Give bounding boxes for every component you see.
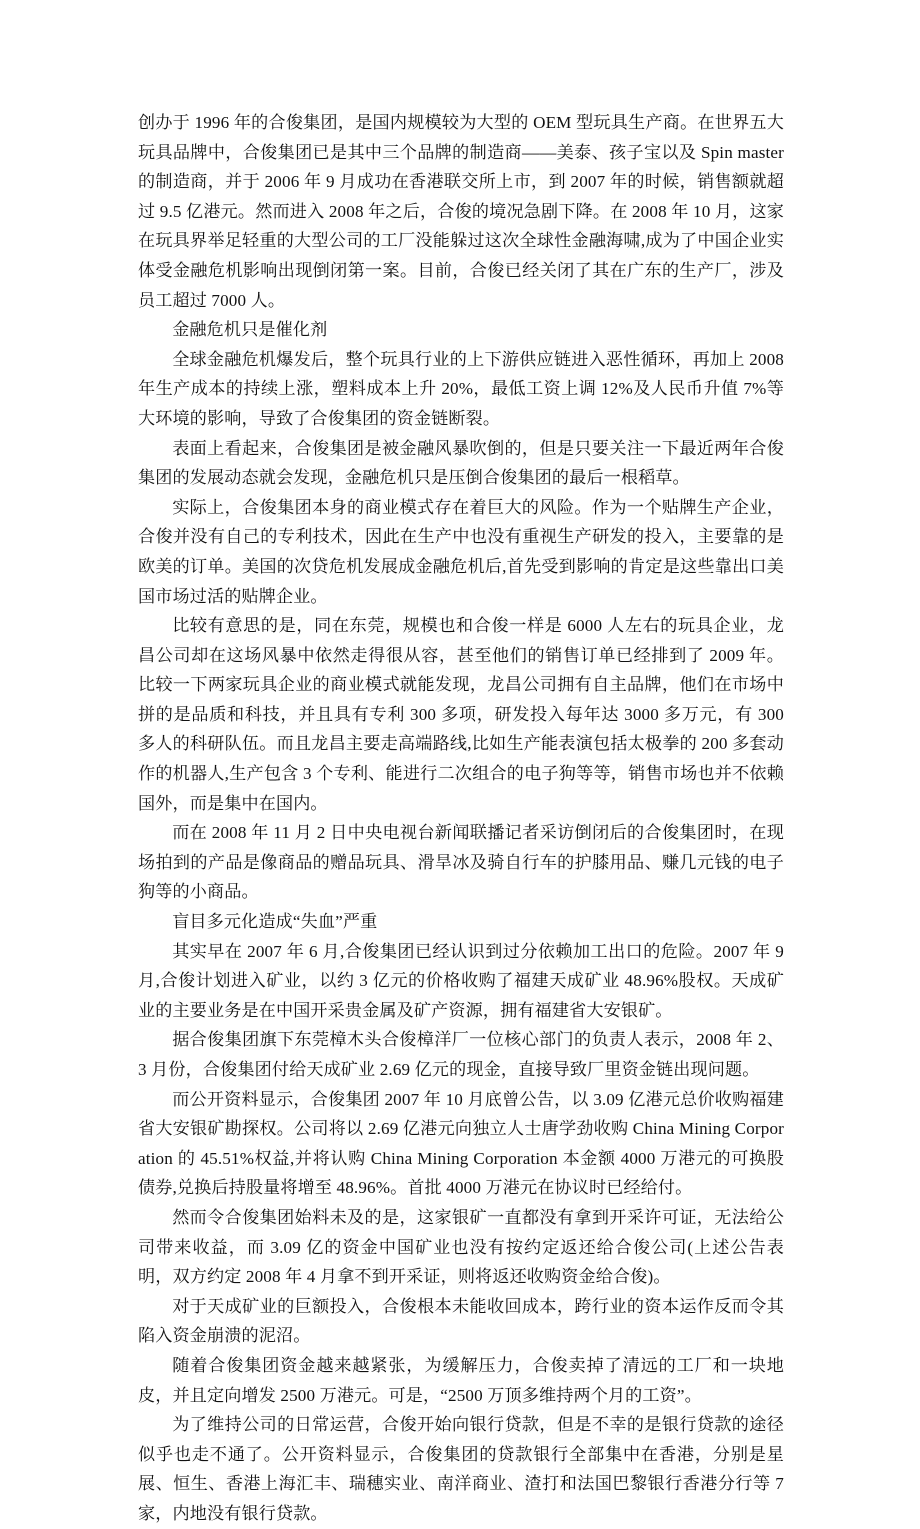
paragraph-asset-sale: 随着合俊集团资金越来越紧张，为缓解压力，合俊卖掉了清远的工厂和一块地皮，并且定向增发 2500 万港元。可是，“2500 万顶多维持两个月的工资”。: [138, 1355, 784, 1405]
paragraph-bank-loans: 为了维持公司的日常运营，合俊开始向银行贷款，但是不幸的是银行贷款的途径似乎也走不通了。公开资料显示，合俊集团的贷款银行全部集中在香港，分别是星展、恒生、香港上海汇丰、瑞穗实业、南洋商业、渣打和法国巴黎银行香港分行等 7 家，内地没有银行贷款。: [138, 1415, 784, 1523]
paragraph-opening: 创办于 1996 年的合俊集团，是国内规模较为大型的 OEM 型玩具生产商。在世界五大玩具品牌中，合俊集团已是其中三个品牌的制造商——美泰、孩子宝以及 Spin master 的制造商，并于 2006 年 9 月成功在香港联交所上市，到 2007 年的时候，销售额就超过 9.5 亿港元。然而进入 2008 年之后，合俊的境况急剧下降。在 2008 年 10 月，这家在玩具界举足轻重的大型公司的工厂没能躲过这次全球性金融海啸,成为了中国企业实体受金融危机影响出现倒闭第一案。目前，合俊已经关闭了其在广东的生产厂，涉及员工超过 7000 人。: [138, 113, 784, 310]
document-text-column: [138, 108, 784, 1529]
paragraph-oem-risk: 实际上，合俊集团本身的商业模式存在着巨大的风险。作为一个贴牌生产企业，合俊并没有自己的专利技术，因此在生产中也没有重视生产研发的投入，主要靠的是欧美的订单。美国的次贷危机发展成金融危机后,首先受到影响的肯定是这些靠出口美国市场过活的贴牌企业。: [138, 497, 784, 606]
paragraph-no-license: 然而令合俊集团始料未及的是，这家银矿一直都没有拿到开采许可证，无法给公司带来收益，而 3.09 亿的资金中国矿业也没有按约定返还给合俊公司(上述公告表明，双方约定 2008 年 4 月拿不到开采证，则将返还收购资金给合俊)。: [138, 1207, 784, 1287]
paragraph-longchang-comparison: 比较有意思的是，同在东莞，规模也和合俊一样是 6000 人左右的玩具企业，龙昌公司却在这场风暴中依然走得很从容，甚至他们的销售订单已经排到了 2009 年。比较一下两家玩具企业的商业模式就能发现，龙昌公司拥有自主品牌，他们在市场中拼的是品质和科技，并且具有专利 300 多项，研发投入每年达 3000 多万元，有 300 多人的科研队伍。而且龙昌主要走高端路线,比如生产能表演包括太极拳的 200 多套动作的机器人,生产包含 3 个专利、能进行二次组合的电子狗等等，销售市场也并不依赖国外，而是集中在国内。: [138, 616, 784, 813]
paragraph-capital-collapse: 对于天成矿业的巨额投入，合俊根本未能收回成本，跨行业的资本运作反而令其陷入资金崩溃的泥沼。: [138, 1296, 784, 1346]
paragraph-supply-chain: 全球金融危机爆发后，整个玩具行业的上下游供应链进入恶性循环，再加上 2008 年生产成本的持续上涨，塑料成本上升 20%，最低工资上调 12%及人民币升值 7%等大环境的影响，导致了合俊集团的资金链断裂。: [138, 349, 784, 428]
section-heading-diversification: 盲目多元化造成“失血”严重: [172, 912, 378, 932]
paragraph-cash-payment: 据合俊集团旗下东莞樟木头合俊樟洋厂一位核心部门的负责人表示，2008 年 2、3 月份，合俊集团付给天成矿业 2.69 亿元的现金，直接导致厂里资金链出现问题。: [138, 1030, 784, 1079]
paragraph-mining-entry: 其实早在 2007 年 6 月,合俊集团已经认识到过分依赖加工出口的危险。2007 年 9 月,合俊计划进入矿业，以约 3 亿元的价格收购了福建天成矿业 48.96%股权。天成矿业的主要业务是在中国开采贵金属及矿产资源，拥有福建省大安银矿。: [138, 941, 784, 1020]
paragraph-cctv-report: 而在 2008 年 11 月 2 日中央电视台新闻联播记者采访倒闭后的合俊集团时，在现场拍到的产品是像商品的赠品玩具、滑旱冰及骑自行车的护膝用品、赚几元钱的电子狗等的小商品。: [138, 823, 784, 902]
paragraph-public-disclosure: 而公开资料显示，合俊集团 2007 年 10 月底曾公告，以 3.09 亿港元总价收购福建省大安银矿勘探权。公司将以 2.69 亿港元向独立人士唐学劲收购 China Mining Corporation 的 45.51%权益,并将认购 China Mining Corporation 本金额 4000 万港元的可换股债券,兑换后持股量将增至 48.96%。首批 4000 万港元在协议时已经给付。: [138, 1089, 784, 1198]
paragraph-last-straw: 表面上看起来，合俊集团是被金融风暴吹倒的，但是只要关注一下最近两年合俊集团的发展动态就会发现，金融危机只是压倒合俊集团的最后一根稻草。: [138, 438, 784, 488]
section-heading-catalyst: 金融危机只是催化剂: [172, 320, 328, 340]
